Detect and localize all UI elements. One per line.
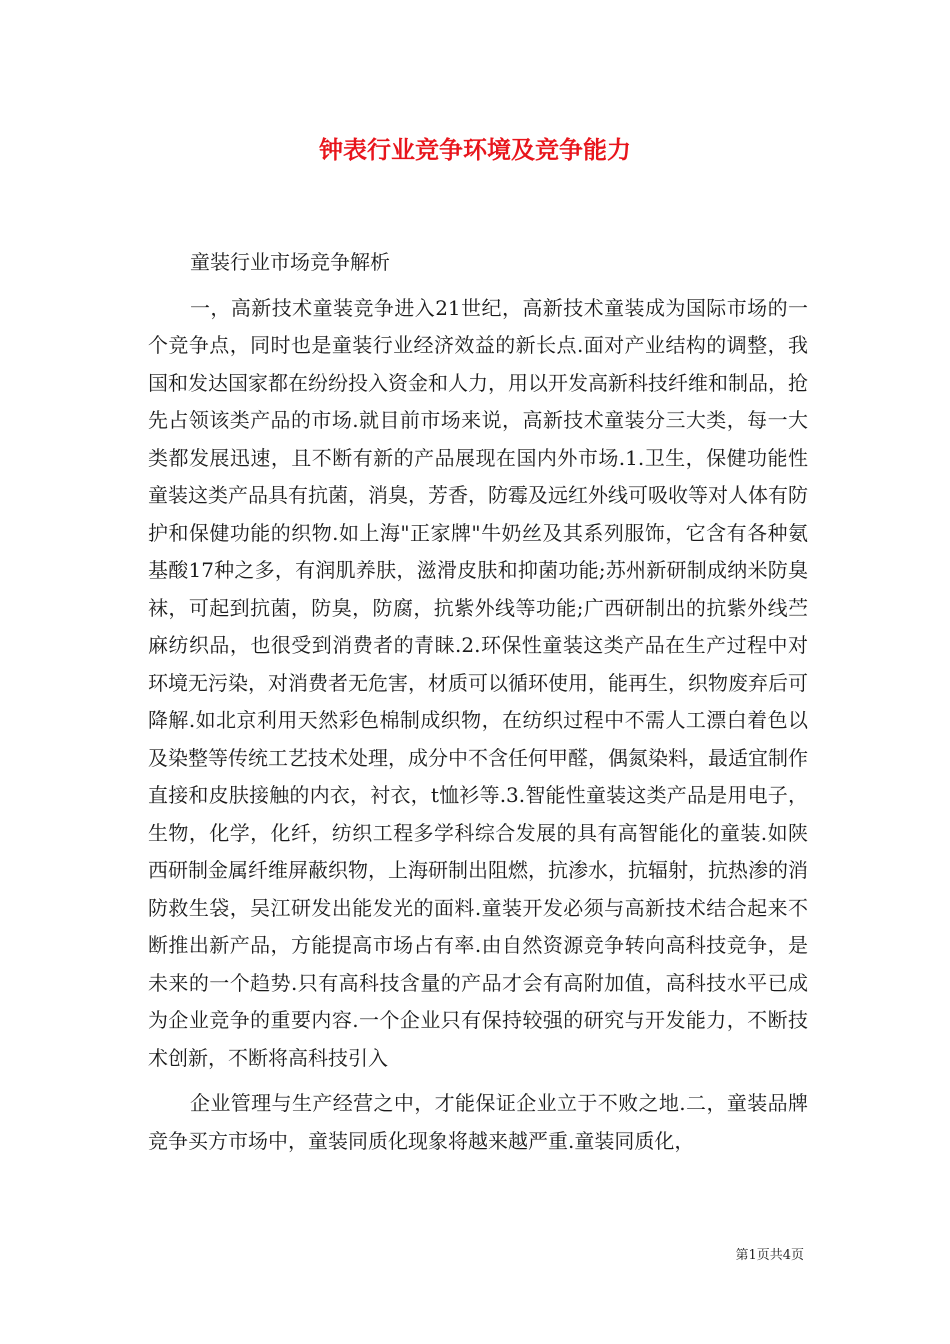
page-number-footer: 第1页共4页	[735, 1248, 804, 1263]
document-body	[148, 244, 808, 1160]
paragraph: 童装行业市场竞争解析	[190, 250, 390, 274]
paragraph: 一，高新技术童装竞争进入21世纪，高新技术童装成为国际市场的一个竞争点，同时也是童装行业经济效益的新长点.面对产业结构的调整，我国和发达国家都在纷纷投入资金和人力，用以开发高新科技纤维和制品，抢先占领该类产品的市场.就目前市场来说，高新技术童装分三大类，每一大类都发展迅速，且不断有新的产品展现在国内外市场.1.卫生，保健功能性童装这类产品具有抗菌，消臭，芳香，防霉及远红外线可吸收等对人体有防护和保健功能的织物.如上海"正家牌"牛奶丝及其系列服饰，它含有各种氨基酸17种之多，有润肌养肤，滋滑皮肤和抑菌功能;苏州新研制成纳米防臭袜，可起到抗菌，防臭，防腐，抗紫外线等功能;广西研制出的抗紫外线苎麻纺织品，也很受到消费者的青睐.2.环保性童装这类产品在生产过程中对环境无污染，对消费者无危害，材质可以循环使用，能再生，织物废弃后可降解.如北京利用天然彩色棉制成织物，在纺织过程中不需人工漂白着色以及染整等传统工艺技术处理，成分中不含任何甲醛，偶氮染料，最适宜制作直接和皮肤接触的内衣，衬衣，t恤衫等.3.智能性童装这类产品是用电子，生物，化学，化纤，纺织工程多学科综合发展的具有高智能化的童装.如陕西研制金属纤维屏蔽织物，上海研制出阻燃，抗渗水，抗辐射，抗热渗的消防救生袋，吴江研发出能发光的面料.童装开发必须与高新技术结合起来不断推出新产品，方能提高市场占有率.由自然资源竞争转向高科技竞争，是未来的一个趋势.只有高科技含量的产品才会有高附加值，高科技水平已成为企业竞争的重要内容.一个企业只有保持较强的研究与开发能力，不断技术创新，不断将高科技引入	[148, 295, 808, 1070]
page-title: 钟表行业竞争环境及竞争能力	[319, 135, 631, 164]
paragraph: 企业管理与生产经营之中，才能保证企业立于不败之地.二，童装品牌竞争买方市场中，童装同质化现象将越来越严重.童装同质化，	[148, 1091, 808, 1153]
